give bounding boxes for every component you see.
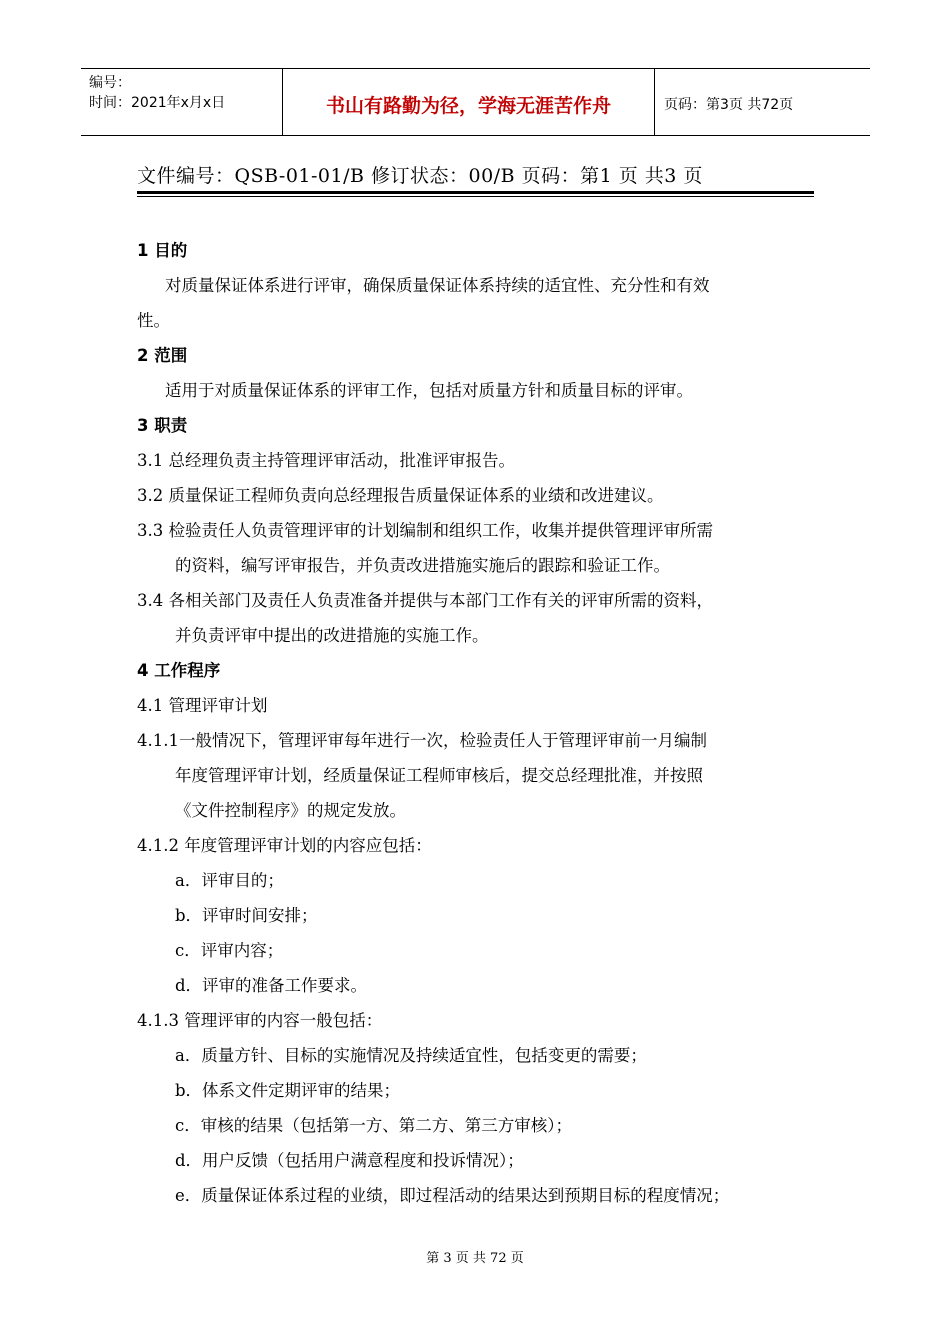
document-date-label: 时间：2021年x月x日 [89, 95, 226, 111]
header-table [81, 68, 870, 136]
body-line: a．评审目的； [175, 871, 284, 890]
body-line: 3.1 总经理负责主持管理评审活动，批准评审报告。 [137, 451, 515, 470]
body-line: 并负责评审中提出的改进措施的实施工作。 [175, 626, 489, 645]
page-footer: 第 3 页 共 72 页 [426, 1251, 524, 1266]
body-line: 4.1.1一般情况下，管理评审每年进行一次，检验责任人于管理评审前一月编制 [137, 731, 707, 750]
body-line: 《文件控制程序》的规定发放。 [175, 801, 406, 820]
section-heading: 4 工作程序 [137, 661, 221, 680]
body-line: d．评审的准备工作要求。 [175, 976, 368, 995]
body-line: 对质量保证体系进行评审，确保质量保证体系持续的适宜性、充分性和有效 [165, 276, 710, 295]
body-line: 4.1.3 管理评审的内容一般包括： [137, 1011, 383, 1030]
body-line: 4.1 管理评审计划 [137, 696, 268, 715]
body-line: 年度管理评审计划，经质量保证工程师审核后，提交总经理批准，并按照 [175, 766, 703, 785]
document-body [137, 233, 827, 1213]
body-line: c．评审内容； [175, 941, 284, 960]
body-line: 4.1.2 年度管理评审计划的内容应包括： [137, 836, 432, 855]
header-rule [137, 196, 814, 197]
body-line: 3.4 各相关部门及责任人负责准备并提供与本部门工作有关的评审所需的资料， [137, 591, 713, 610]
body-line: 3.2 质量保证工程师负责向总经理报告质量保证体系的业绩和改进建议。 [137, 486, 664, 505]
section-heading: 2 范围 [137, 346, 188, 365]
body-line: a．质量方针、目标的实施情况及持续适宜性，包括变更的需要； [175, 1046, 647, 1065]
header-divider [654, 69, 655, 135]
body-line: 适用于对质量保证体系的评审工作，包括对质量方针和质量目标的评审。 [165, 381, 693, 400]
header-page-label: 页码：第3页 共72页 [664, 97, 794, 113]
body-line: b．体系文件定期评审的结果； [175, 1081, 401, 1100]
body-line: 的资料，编写评审报告，并负责改进措施实施后的跟踪和验证工作。 [175, 556, 670, 575]
body-line: d．用户反馈（包括用户满意程度和投诉情况）； [175, 1151, 524, 1170]
section-heading: 3 职责 [137, 416, 188, 435]
body-line: 3.3 检验责任人负责管理评审的计划编制和组织工作，收集并提供管理评审所需 [137, 521, 713, 540]
header-rule [137, 191, 814, 194]
document-info-line: 文件编号：QSB-01-01/B 修订状态：00/B 页码：第1 页 共3 页 [137, 165, 703, 187]
body-line: c．审核的结果（包括第一方、第二方、第三方审核）； [175, 1116, 572, 1135]
section-heading: 1 目的 [137, 241, 188, 260]
body-line: e．质量保证体系过程的业绩，即过程活动的结果达到预期目标的程度情况； [175, 1186, 730, 1205]
body-line: b．评审时间安排； [175, 906, 318, 925]
header-meta [89, 73, 225, 113]
body-line: 性。 [137, 311, 170, 330]
header-motto: 书山有路勤为径，学海无涯苦作舟 [325, 95, 611, 117]
document-number-label: 编号： [89, 75, 131, 91]
